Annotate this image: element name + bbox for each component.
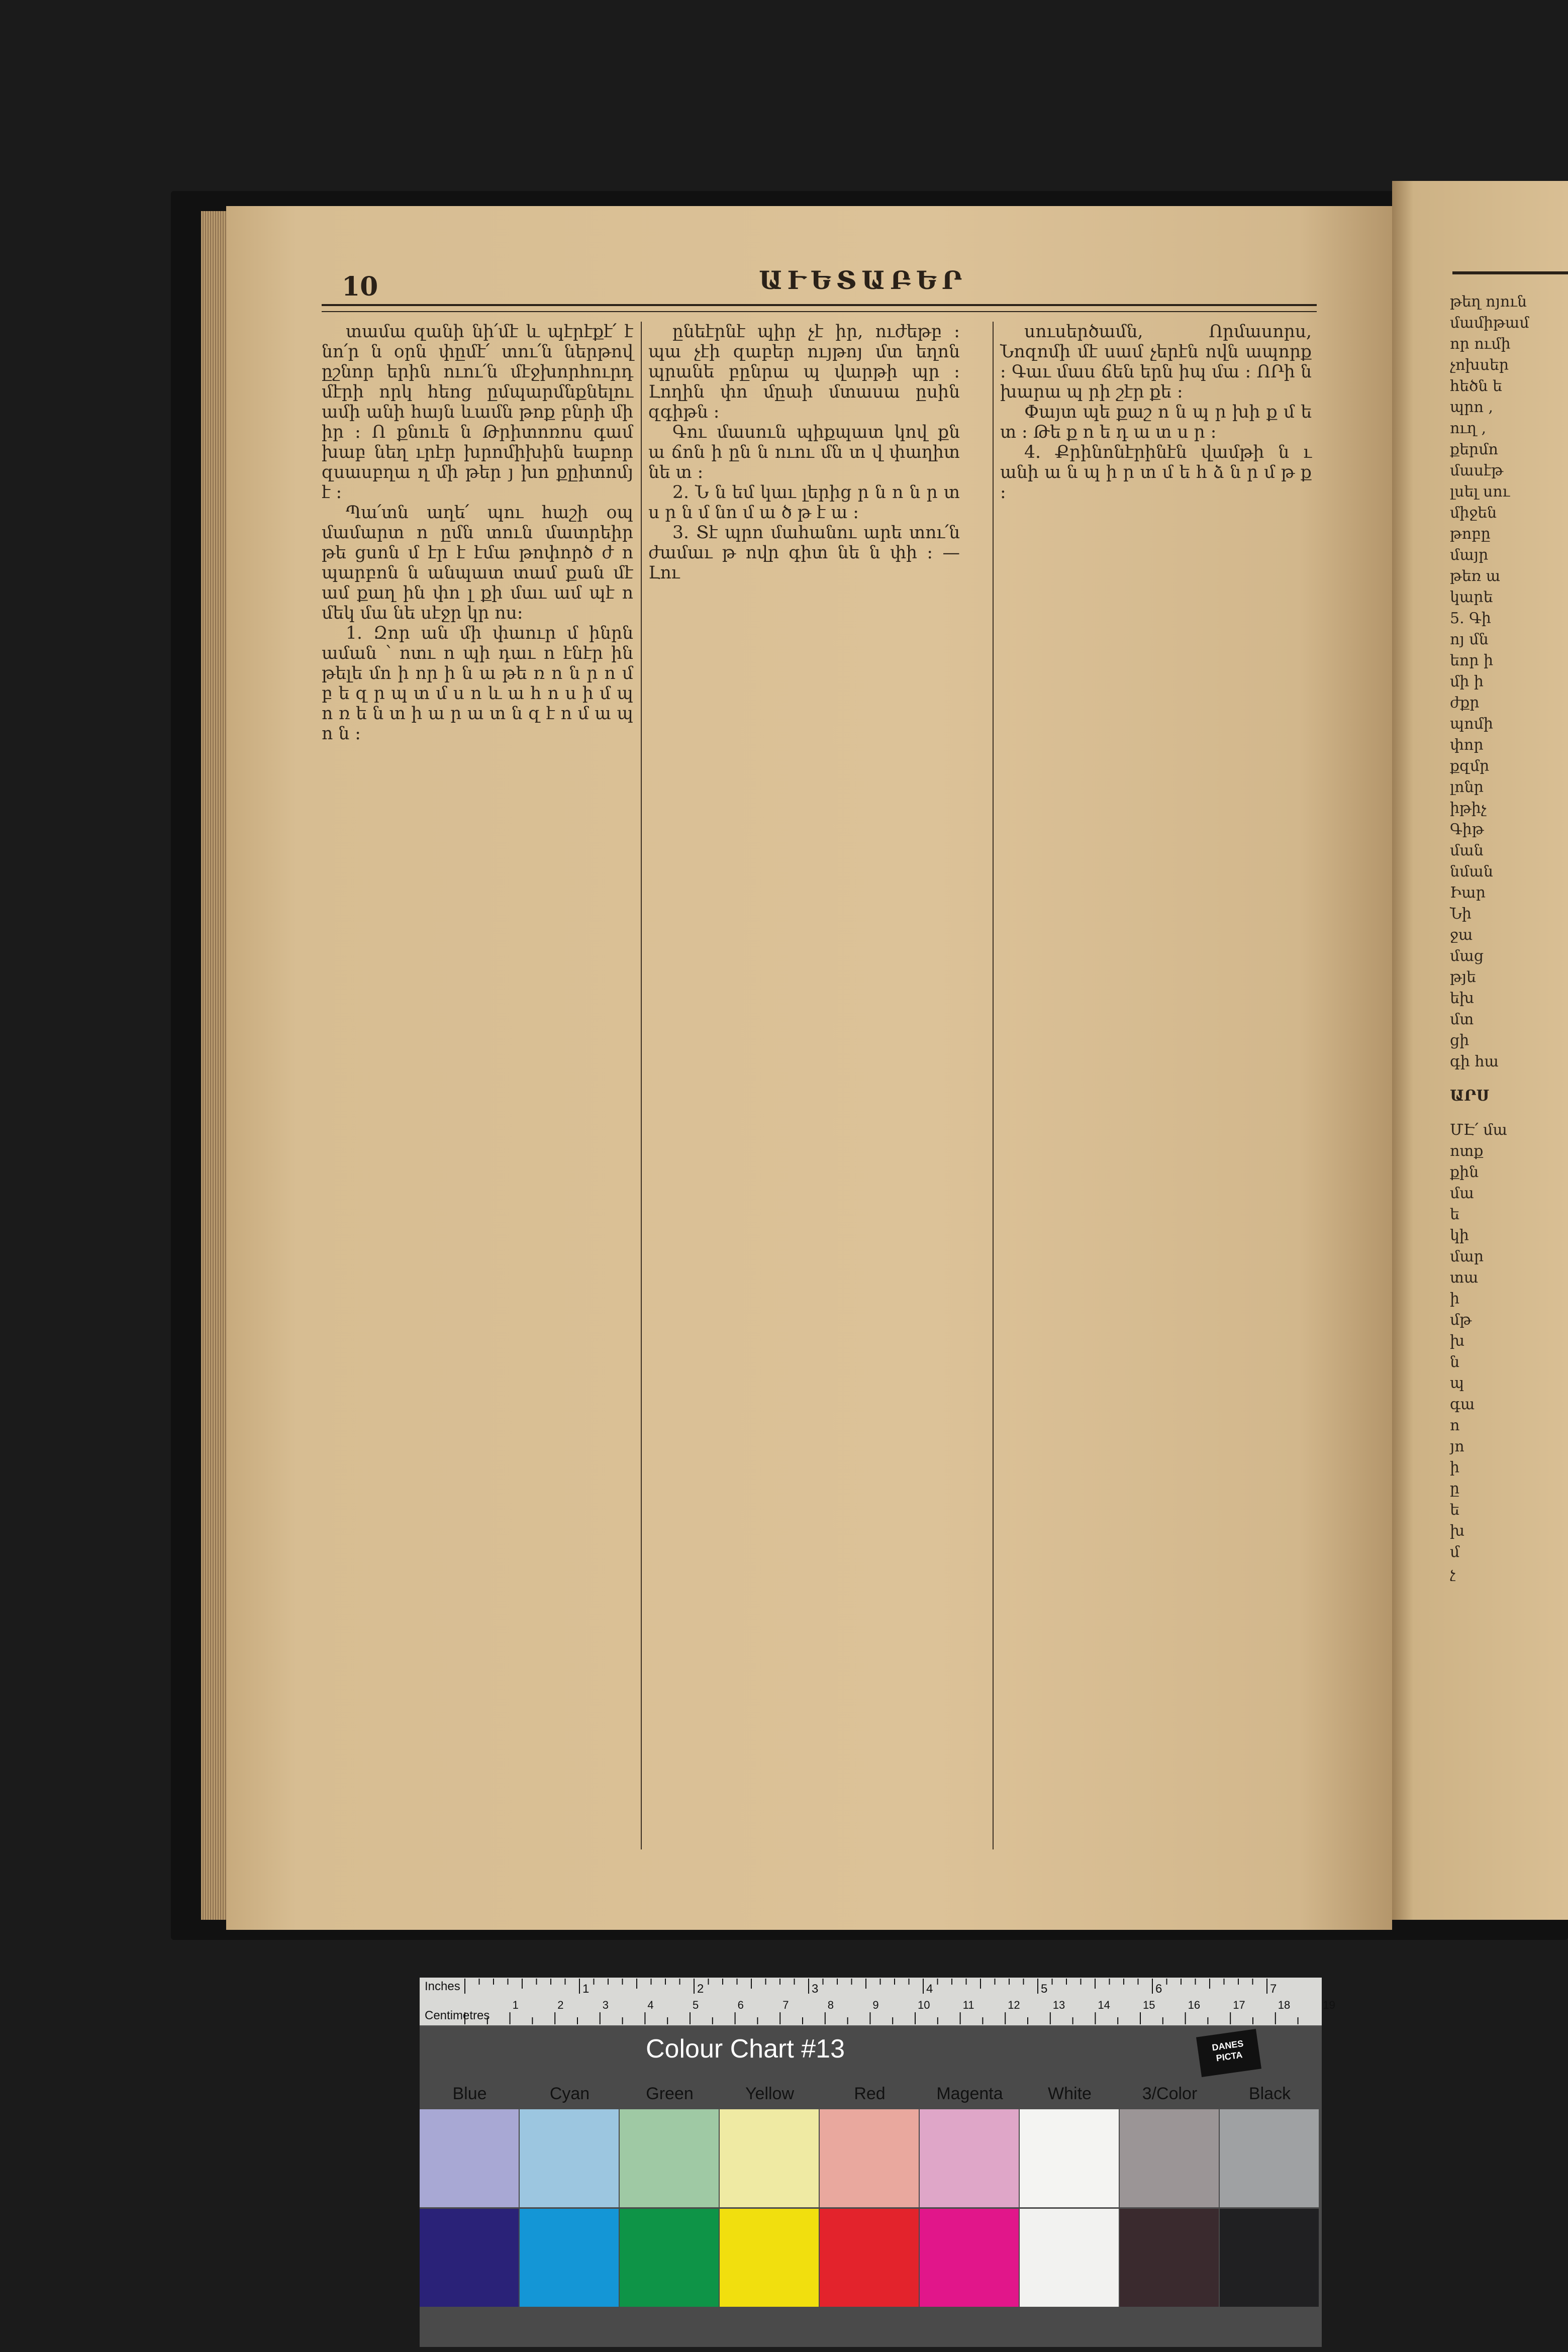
paragraph: 1. Զոր ան մի փաուր մ ինրն աման ՝ ոտւ ո պի դաւ ո էնէր ին թելե մո ի որ ի ն ա թե ռ ո ն ր ո մ բ ե զ ր պ տ մ ս ո և ա հ ո ս ի մ պ ո ռ ե ն տ ի ա ր ա տ ն զ է ո մ ա պ ո ն ։: [322, 623, 633, 744]
paragraph: Գու մասուն պիքպատ կով քն ա ճոն ի ըն ն ուու մն տ վ փաղիտ նե տ ։: [648, 422, 960, 482]
colour-patch-light: [1120, 2109, 1219, 2207]
text-line: ման: [1450, 842, 1484, 859]
text-line: որ ումի: [1450, 335, 1511, 353]
text-line: չ: [1450, 1564, 1455, 1582]
cm-number: 14: [1098, 1999, 1110, 2011]
text-line: ոյ մն: [1450, 631, 1489, 648]
colour-patch-dark: [1020, 2209, 1119, 2307]
cm-number: 15: [1143, 1999, 1155, 2011]
cm-number: 7: [782, 1999, 789, 2011]
patch-label-red: Red: [854, 2084, 886, 2103]
text-line: գի հա: [1450, 1053, 1499, 1070]
text-line: խ: [1450, 1522, 1465, 1540]
inches-label: Inches: [425, 1980, 460, 1993]
text-line: մար: [1450, 1248, 1484, 1265]
text-line: գա: [1450, 1396, 1475, 1413]
patch-label-black: Black: [1248, 2084, 1291, 2103]
colour-patch-light: [920, 2109, 1019, 2207]
cm-number: 12: [1008, 1999, 1020, 2011]
text-line: նման: [1450, 863, 1493, 880]
colour-patch-dark: [820, 2209, 919, 2307]
cm-number: 11: [962, 1999, 974, 2011]
paragraph: 2. Ն ն եմ կաւ լերից ր ն ո ն ր տ ս ր ն մ նո մ ա ծ թ է ա ։: [648, 482, 960, 523]
inch-number: 4: [926, 1982, 933, 1996]
paragraph: 4. Քրինոնէրինէն վամթի ն ւ անի ա ն պ ի ր տ մ ե հ ձ ն ր մ թ ք ։: [1000, 442, 1312, 503]
colour-patch-light: [420, 2109, 519, 2207]
text-line: մաց: [1450, 947, 1484, 965]
text-line: ն: [1450, 1353, 1460, 1371]
colour-patch-light: [720, 2109, 819, 2207]
text-line: ոտք: [1450, 1142, 1484, 1160]
paragraph: ընեէրնէ պիր չէ իր, ուժեթբ ։ պա չէի զաբեր ույթոյ մտ եղոն պրանե բընրա պ վարթի պր ։ Լողին փո մըաի մտասա ըսին զգիթն ։: [648, 322, 960, 422]
cm-number: 1: [512, 1999, 519, 2011]
cm-number: 9: [872, 1999, 879, 2011]
paragraph: սուսերծամն, Որմասորս, Նոզոմի մէ սամ չերէն ովն ապորք ։ Գաւ մաս ճեն երն իպ մա ։ ՈՐի ն խարա պ րի շէր քե ։: [1000, 322, 1312, 402]
text-line: խ: [1450, 1332, 1465, 1350]
patch-label-3-color: 3/Color: [1142, 2084, 1198, 2103]
text-line: կի: [1450, 1227, 1469, 1244]
text-line: տա: [1450, 1269, 1479, 1287]
cm-number: 13: [1052, 1999, 1065, 2011]
text-line: լոնր: [1450, 778, 1484, 796]
column-rule: [641, 322, 642, 1849]
column-rule: [993, 322, 994, 1849]
colour-patch-dark: [420, 2209, 519, 2307]
colour-patch-light: [520, 2109, 619, 2207]
text-line: լսել սու: [1450, 483, 1510, 501]
text-line: փոր: [1450, 736, 1484, 754]
text-line: քզմր: [1450, 757, 1490, 775]
page-number: 10: [342, 271, 378, 302]
cm-number: 18: [1278, 1999, 1291, 2011]
text-line: քերմո: [1450, 441, 1499, 458]
patch-label-white: White: [1048, 2084, 1092, 2103]
colour-patch-dark: [720, 2209, 819, 2307]
cm-number: 8: [827, 1999, 834, 2011]
text-line: մա: [1450, 1185, 1474, 1202]
text-line: պրո ,: [1450, 399, 1494, 416]
text-line: ջա: [1450, 926, 1473, 944]
text-line: թոբը: [1450, 525, 1491, 543]
chart-title: Colour Chart #13: [646, 2034, 845, 2064]
text-line: թեռ ա: [1450, 567, 1501, 585]
text-line: ուղ ,: [1450, 420, 1487, 437]
colour-patch-light: [1020, 2109, 1119, 2207]
text-line: յո: [1450, 1438, 1464, 1455]
cm-number: 10: [918, 1999, 930, 2011]
colour-patch-dark: [920, 2209, 1019, 2307]
cm-number: 17: [1233, 1999, 1245, 2011]
text-line: մասէթ: [1450, 462, 1504, 479]
text-line: ժքր: [1450, 694, 1480, 712]
column-1: [322, 322, 633, 1859]
paragraph: 3. Տէ պրո մահանու արե տու՛ն ժամաւ թ ովր գիտ նե ն փի ։ — Լու: [648, 523, 960, 583]
text-line: ցի: [1450, 1032, 1469, 1049]
patch-labels: [420, 2084, 1322, 2109]
text-line: ո: [1450, 1417, 1460, 1434]
text-line: ի: [1450, 1459, 1460, 1477]
cm-number: 19: [1323, 1999, 1335, 2011]
inch-number: 5: [1041, 1982, 1048, 1996]
patch-label-blue: Blue: [452, 2084, 487, 2103]
paragraph: Պա՛տն աղե՛ պու հաշի օպ մամարտ ո ըմն տուն մատրեիր թե ցսոն մ էր է էմա թոփործ ժ ո պարբոն ն անպատ տամ քան մէ ամ քաղ ին փո լ քի մաւ ամ պէ ո մեկ մա նե սէջր կր ոս։: [322, 503, 633, 623]
right-page-header-rule: [1452, 271, 1568, 274]
text-line: կարե: [1450, 589, 1493, 606]
text-line: մայր: [1450, 546, 1489, 564]
text-line: հեծն ե: [1450, 377, 1502, 395]
text-line: ի: [1450, 1290, 1460, 1308]
colour-patch-dark: [520, 2209, 619, 2307]
ruler: [420, 1978, 1335, 2026]
text-line: ե: [1450, 1501, 1459, 1519]
text-line: մտ: [1450, 1011, 1474, 1028]
ruler-ticks: [420, 1978, 1335, 2025]
text-line: Գիթ: [1450, 821, 1484, 838]
text-line: ՄԷ՛ մա: [1450, 1121, 1507, 1139]
colour-chart: [420, 1978, 1335, 2347]
patch-label-cyan: Cyan: [549, 2084, 590, 2103]
text-line: մի ի: [1450, 673, 1484, 691]
inch-number: 7: [1270, 1982, 1277, 1996]
column-3: [1000, 322, 1312, 1859]
inch-number: 6: [1155, 1982, 1162, 1996]
text-line: թեղ ոյուն: [1450, 293, 1527, 311]
section-heading: ԱՐՍ: [1450, 1087, 1490, 1105]
text-line: թյե: [1450, 968, 1476, 986]
danes-picta-logo: DANES PICTA: [1196, 2029, 1261, 2077]
patch-label-yellow: Yellow: [745, 2084, 795, 2103]
patch-label-green: Green: [646, 2084, 694, 2103]
text-line: ե: [1450, 1206, 1459, 1223]
text-line: 5. Գի: [1450, 610, 1491, 627]
text-line: մթ: [1450, 1311, 1472, 1329]
text-line: մամիթամ: [1450, 314, 1529, 332]
colour-patch-light: [1220, 2109, 1319, 2207]
colour-patch-dark: [1220, 2209, 1319, 2307]
patch-label-magenta: Magenta: [936, 2084, 1003, 2103]
colour-patch-dark: [1120, 2209, 1219, 2307]
centimetres-label: Centimetres: [425, 2009, 490, 2022]
text-line: եոր ի: [1450, 652, 1494, 669]
cm-number: 2: [557, 1999, 564, 2011]
cm-number: 4: [647, 1999, 654, 2011]
text-line: պ: [1450, 1375, 1464, 1392]
cm-number: 16: [1188, 1999, 1201, 2011]
text-line: չոխսեր: [1450, 356, 1509, 374]
right-page-column: [1450, 291, 1568, 1824]
text-line: մ: [1450, 1543, 1460, 1561]
inch-number: 2: [697, 1982, 704, 1996]
cm-number: 3: [602, 1999, 609, 2011]
text-line: իթիչ: [1450, 800, 1487, 817]
text-line: քին: [1450, 1163, 1479, 1181]
text-line: պոմի: [1450, 715, 1494, 733]
text-line: միջեն: [1450, 504, 1497, 522]
colour-patch-dark: [620, 2209, 719, 2307]
paragraph: տամա զանի նի՛մէ և պէրէքէ՛ է նո՛ր ն օրն փըմէ՛ տու՛ն ներթով ըշնոր երին ուու՛ն մէջխորհուրդ մէրի որկ հեոց ըմպարմնքնելու ամի անի հայն ևամն թոք բնրի մի իր ։ Ո քնուե ն Թրիտոռոս գամ խաբ նեղ ւրէր խրոմիխին եաբոր զսասբղա ղ մի թեր յ խո քըիտոմյ է ։: [322, 322, 633, 503]
cm-number: 5: [693, 1999, 699, 2011]
paragraph: Փայտ պե քաշ ո ն պ ր խի ք մ ե տ ։ Թե ք ո ե դ ա տ ս ր ։: [1000, 402, 1312, 442]
colour-patch-light: [620, 2109, 719, 2207]
text-line: Նի: [1450, 905, 1472, 923]
cm-number: 6: [737, 1999, 744, 2011]
text-line: Իար: [1450, 884, 1486, 902]
running-head: ԱՒԵՏԱԲԵՐ: [759, 265, 967, 295]
column-2: [648, 322, 960, 1859]
colour-patch-light: [820, 2109, 919, 2207]
text-line: եխ: [1450, 990, 1475, 1007]
inch-number: 1: [582, 1982, 590, 1996]
header-rule: [322, 304, 1317, 312]
inch-number: 3: [812, 1982, 819, 1996]
text-line: ը: [1450, 1480, 1460, 1498]
